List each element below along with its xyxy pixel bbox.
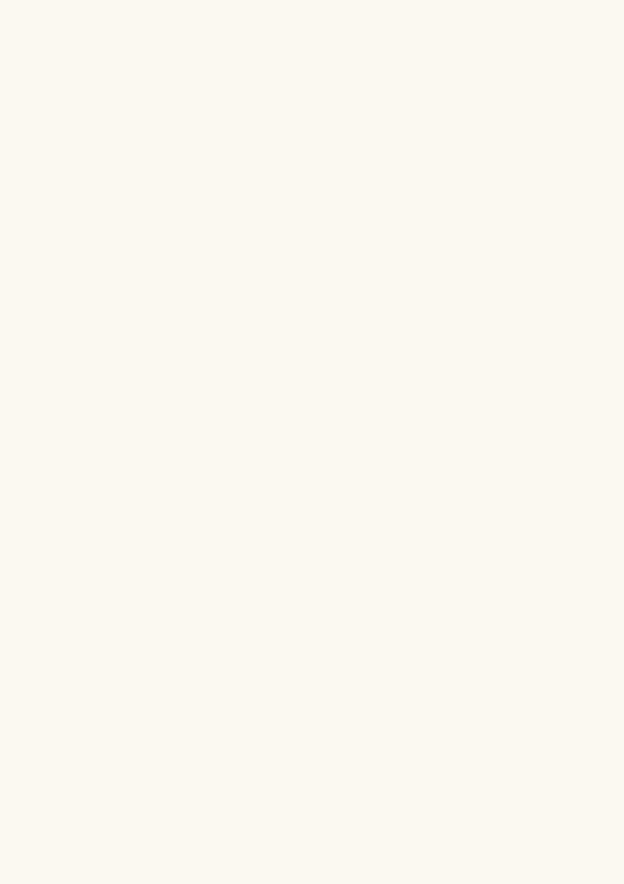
page-header xyxy=(55,44,615,64)
